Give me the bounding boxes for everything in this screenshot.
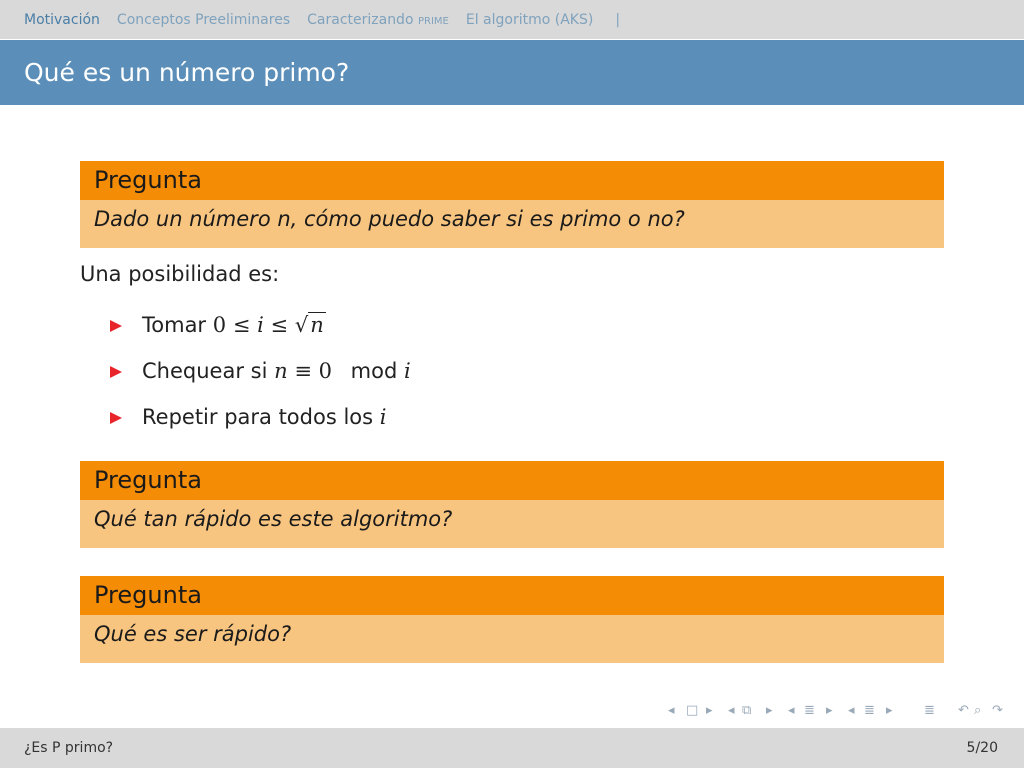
block-header: Pregunta [80,161,944,200]
block-header: Pregunta [80,461,944,500]
nav-prev-slide-icon[interactable]: ◂ [728,703,735,718]
nav-prev-frame-icon[interactable]: ◂ [668,703,675,718]
block-header: Pregunta [80,576,944,615]
math-le: ≤ [270,313,289,337]
math-var-i: i [404,359,411,383]
page-number: 5/20 [966,740,998,756]
nav-next-section-icon[interactable]: ▸ [886,703,893,718]
math-le: ≤ [232,313,251,337]
bullet-text: Tomar [142,313,207,337]
footer-title: ¿Es P primo? [24,740,114,756]
bullet-text: Chequear si [142,359,268,383]
sqrt-expression: √n [294,313,324,337]
nav-next-frame-icon[interactable]: ▸ [706,703,713,718]
nav-algoritmo[interactable]: El algoritmo (AKS) [465,11,594,28]
nav-section-icon[interactable]: ≣ [864,703,875,718]
intro-text: Una posibilidad es: [80,262,280,286]
block-body: Qué tan rápido es este algoritmo? [80,500,944,548]
nav-next-subsection-icon[interactable]: ▸ [826,703,833,718]
question-block-3 [80,576,944,663]
nav-prev-subsection-icon[interactable]: ◂ [788,703,795,718]
math-zero: 0 [318,359,332,383]
nav-forward-icon[interactable]: ↷ [992,703,1003,718]
footer-bar [0,728,1024,768]
nav-subsection-icon[interactable]: ≣ [804,703,815,718]
title-bar [0,40,1024,105]
block-body: Dado un número n, cómo puedo saber si es primo o no? [80,200,944,248]
math-equiv: ≡ [294,359,312,383]
nav-prev-section-icon[interactable]: ◂ [848,703,855,718]
math-var-i: i [379,405,387,429]
nav-slide-icon[interactable]: ⧉ [742,703,752,718]
slide-title: Qué es un número primo? [24,58,350,87]
triangle-bullet-icon [110,412,122,424]
math-zero: 0 [212,313,227,337]
math-var-n: n [274,359,288,383]
bullet-list [108,308,411,446]
math-radicand: n [310,313,324,337]
block-body: Qué es ser rápido? [80,615,944,663]
list-item [108,354,411,400]
top-navigation [0,0,1024,39]
nav-prime-word: prime [417,11,449,28]
triangle-bullet-icon [110,320,122,332]
bullet-text: Repetir para todos los [142,405,374,429]
nav-motivacion[interactable]: Motivación [24,11,100,28]
math-mod: mod [350,359,398,383]
nav-search-icon[interactable]: ⌕ [974,703,982,718]
nav-back-icon[interactable]: ↶ [958,703,969,718]
math-var-i: i [257,313,264,337]
nav-caracterizando[interactable] [307,12,449,28]
nav-next-slide-icon[interactable]: ▸ [766,703,773,718]
list-item [108,400,411,446]
nav-separator: | [615,11,621,28]
nav-document-icon[interactable]: ≣ [924,703,935,718]
list-item [108,308,411,354]
nav-caracterizando-label: Caracterizando [307,11,414,28]
question-block-2 [80,461,944,548]
nav-conceptos[interactable]: Conceptos Preeliminares [116,11,291,28]
triangle-bullet-icon [110,366,122,378]
nav-frame-icon[interactable]: □ [686,703,699,718]
question-block-1 [80,161,944,248]
